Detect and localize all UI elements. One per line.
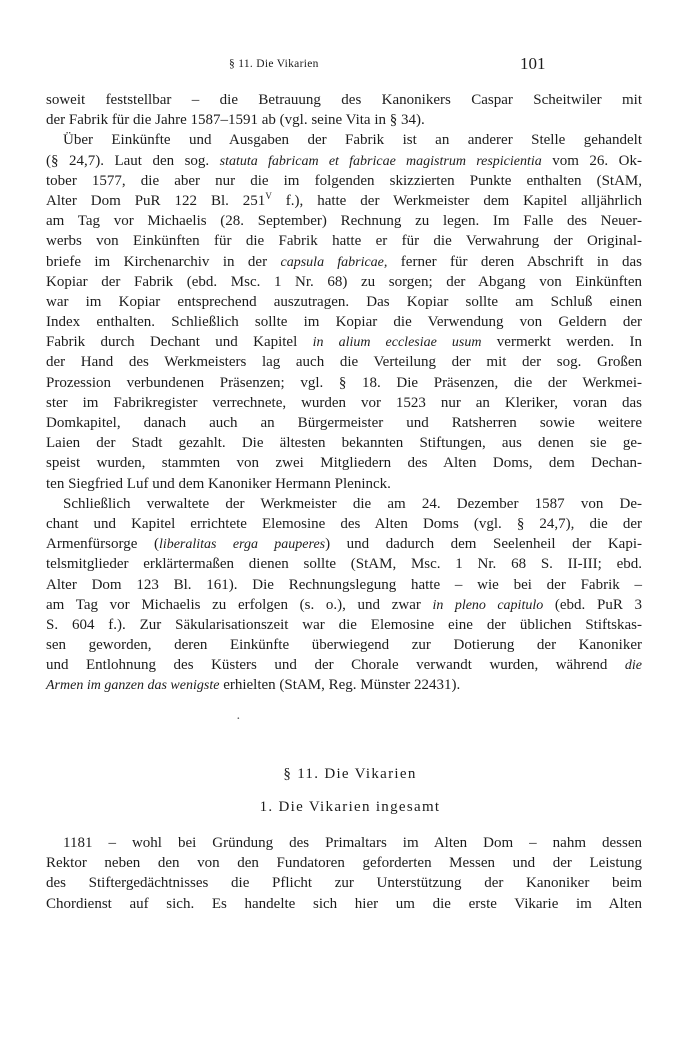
text-line: der Fabrik für die Jahre 1587–1591 ab (vgl. seine Vita in § 34). xyxy=(46,112,425,129)
text-line: Alter Dom 123 Bl. 161). Die Rechnungslegung hatte – wie bei der Fabrik – xyxy=(46,576,642,593)
latin-term: in pleno capitulo xyxy=(432,597,544,613)
latin-term: liberalitas erga pauperes xyxy=(158,537,326,553)
latin-term: die xyxy=(624,658,642,674)
section-heading: § 11. Die Vikarien xyxy=(283,766,417,782)
text-line: war im Kopiar entsprechend auszutragen. Das Kopiar sollte am Schluß einen xyxy=(46,293,642,310)
text-line: am Tag vor Michaelis (28. September) Rechnung zu legen. Im Falle des Neuer- xyxy=(46,213,642,230)
text-line: und Entlohnung des Küsters und der Chorale verwandt wurden, während die xyxy=(46,657,642,674)
text-line: briefe im Kirchenarchiv in der capsula fabricae, ferner für deren Abschrift in das xyxy=(46,253,642,270)
text-line: chant und Kapitel errichtete Elemosine des Alten Doms (vgl. § 24,7), die der xyxy=(46,515,642,532)
text-line: Schließlich verwaltete der Werkmeister die am 24. Dezember 1587 von De- xyxy=(63,495,642,512)
text-line: Prozession verbundenen Präsenzen; vgl. § 18. Die Präsenzen, die der Werkmei- xyxy=(46,374,642,391)
text-line: Laien der Stadt gezahlt. Die ältesten bekannten Stiftungen, aus denen sie ge- xyxy=(46,435,642,452)
text-line: Kopiar der Fabrik (ebd. Msc. 1 Nr. 68) zu sorgen; der Abgang von Einkünften xyxy=(46,273,642,290)
text-line: der Hand des Werkmeisters lag auch die Verteilung der mit der sog. Großen xyxy=(46,354,642,371)
text-line: Domkapitel, danach auch an Bürgermeister und Ratsherren sowie weitere xyxy=(46,415,642,431)
text-line: tober 1577, die aber nur die im folgenden skizzierten Punkte enthalten (StAM, xyxy=(46,172,642,189)
text-line: soweit feststellbar – die Betrauung des Kanonikers Caspar Scheitwiler mit xyxy=(46,92,642,108)
body-text xyxy=(46,90,642,696)
subsection-heading: 1. Die Vikarien ingesamt xyxy=(259,799,441,815)
text-line: (§ 24,7). Laut den sog. statuta fabricam et fabricae magistrum respicientia vom 26. Ok- xyxy=(46,152,642,169)
latin-term: in alium ecclesiae usum xyxy=(312,335,482,351)
text-line: Über Einkünfte und Ausgaben der Fabrik ist an anderer Stelle gehandelt xyxy=(63,132,642,149)
latin-term: statuta fabricam et fabricae magistrum respicientia xyxy=(219,153,542,169)
text-line: Armen im ganzen das wenigste erhielten (StAM, Reg. Münster 22431). xyxy=(46,677,461,694)
section-body-text xyxy=(46,833,642,914)
text-line: Chordienst auf sich. Es handelte sich hier um die erste Vikarie im Alten xyxy=(46,895,642,912)
text-line: S. 604 f.). Zur Säkularisationszeit war die Elemosine eine der üblichen Stiftskas- xyxy=(46,616,642,633)
latin-term: Armen im ganzen das wenigste xyxy=(46,678,220,694)
text-line: Fabrik durch Dechant und Kapitel in alium ecclesiae usum vermerkt werden. In xyxy=(46,334,642,351)
text-line: des Stiftergedächtnisses die Pflicht zur Unterstützung der Kanoniker beim xyxy=(46,875,642,892)
text-line: Armenfürsorge (liberalitas erga pauperes) und dadurch dem Seelenheil der Kapi- xyxy=(46,536,642,553)
running-title: § 11. Die Vikarien xyxy=(229,58,319,70)
text-line: sen geworden, deren Einkünfte überwiegend zur Dotierung der Kanoniker xyxy=(46,637,642,654)
page-number: 101 xyxy=(520,54,546,73)
text-line: telsmitglieder erklärtermaßen dienen sollte (StAM, Msc. 1 Nr. 68 S. II-III; ebd. xyxy=(46,556,642,573)
stray-mark: · xyxy=(236,712,241,727)
latin-term: capsula fabricae, xyxy=(280,254,388,270)
text-line: werbs von Einkünften für die Fabrik hatte er für die Verwahrung der Original- xyxy=(46,233,642,250)
text-line: ster im Fabrikregister verrechnete, wurden vor 1523 nur an Kleriker, voran das xyxy=(46,394,642,411)
text-line: 1181 – wohl bei Gründung des Primaltars im Alten Dom – nahm dessen xyxy=(63,835,642,851)
text-line: Rektor neben den von den Fundatoren geforderten Messen und der Leistung xyxy=(46,855,642,872)
text-line: Index enthalten. Schließlich sollte im Kopiar die Verwendung von Geldern der xyxy=(46,314,642,331)
text-line: speist wurden, stammten von zwei Mitgliedern des Alten Doms, dem Dechan- xyxy=(46,455,642,472)
text-line: ten Siegfried Luf und dem Kanoniker Hermann Pleninck. xyxy=(46,475,391,492)
running-head xyxy=(0,54,700,76)
text-line: Alter Dom PuR 122 Bl. $251^V$ f.), hatte der Werkmeister dem Kapitel alljährlich xyxy=(46,190,642,209)
superscript: V xyxy=(265,190,272,201)
text-line: am Tag vor Michaelis zu erfolgen (s. o.), und zwar in pleno capitulo (ebd. PuR 3 xyxy=(46,596,642,613)
